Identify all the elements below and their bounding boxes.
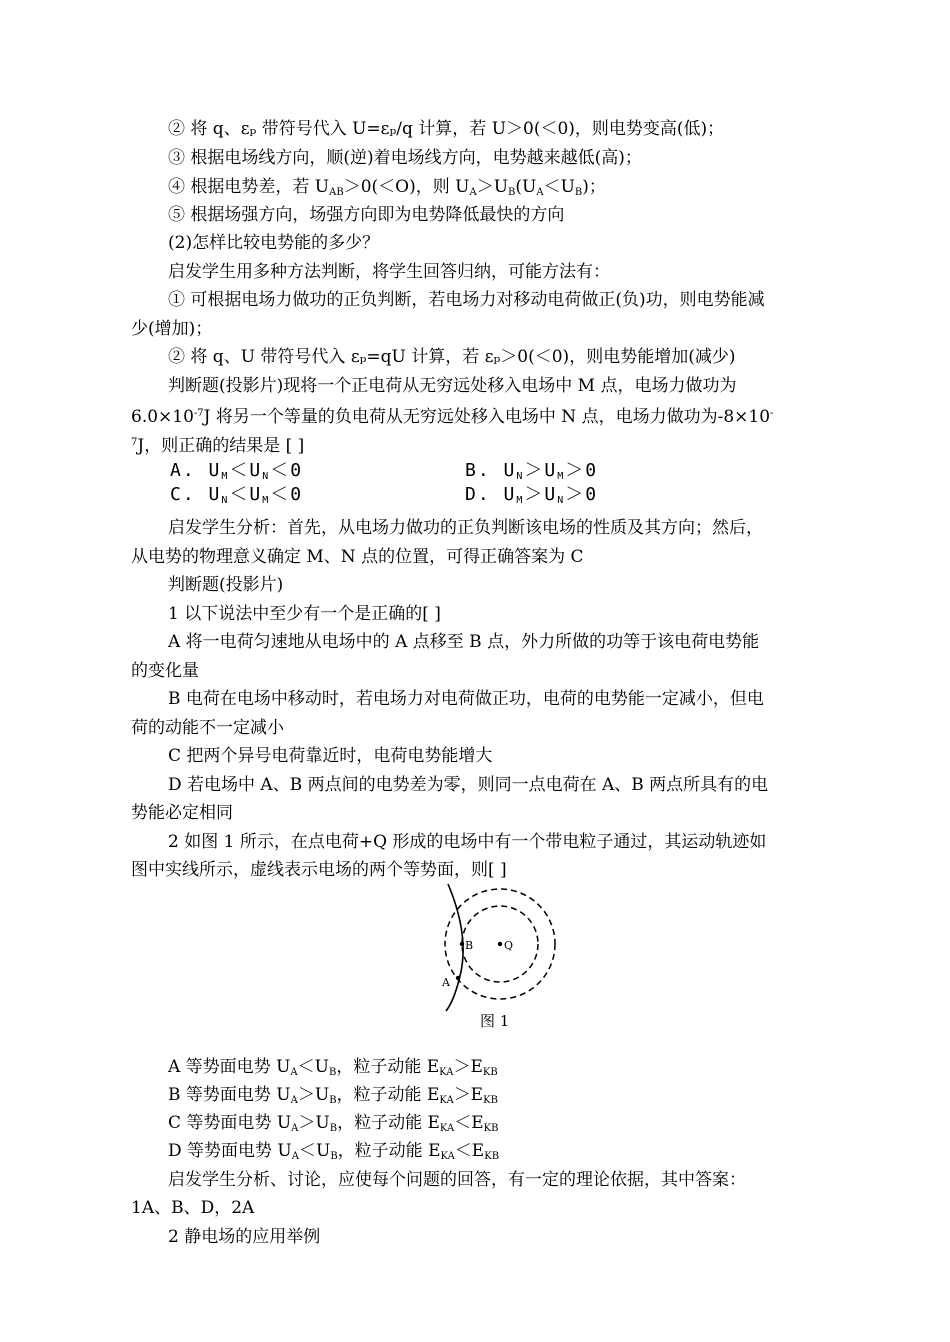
- text-line: 从电势的物理意义确定 M、N 点的位置，可得正确答案为 C: [131, 547, 584, 567]
- option-d: D. $U_M>U_N>0$: [465, 484, 599, 506]
- figure-caption: 图 1: [480, 1012, 510, 1030]
- point-b-dot: [460, 942, 464, 946]
- text-line: 启发学生分析、讨论，应使每个问题的回答，有一定的理论依据，其中答案：: [168, 1170, 746, 1190]
- text-line: A 将一电荷匀速地从电场中的 A 点移至 B 点，外力所做的功等于该电荷电势能: [168, 632, 760, 652]
- section-heading: 2 静电场的应用举例: [168, 1227, 321, 1247]
- option-a: A. $U_M<U_N<0$: [170, 460, 304, 482]
- text-line: 启发学生分析：首先，从电场力做功的正负判断该电场的性质及其方向；然后，: [168, 518, 763, 538]
- text-line: $6.0\times 10^{-7}J$ 将另一个等量的负电荷从无穷远处移入电场中 N 点，电场力做功为-8×10-: [131, 407, 774, 427]
- text-line: (2)怎样比较电势能的多少？: [168, 233, 380, 253]
- text-line: ④ 根据电势差，若 $U_{AB}>0(<O)$，则 $U_A>U_B(U_A<U_B)$；: [168, 177, 606, 198]
- text-line: 荷的动能不一定减小: [131, 718, 284, 738]
- text-line: 1A、B、D，2A: [131, 1198, 255, 1218]
- answer-c: C 等势面电势 $U_A>U_B$，粒子动能 $E_{KA}<E_{KB}$: [168, 1113, 499, 1134]
- text-line: ③ 根据电场线方向，顺(逆)着电场线方向，电势越来越低(高)；: [168, 148, 642, 168]
- charge-q-label: Q: [504, 939, 514, 952]
- text-line: 判断题(投影片)现将一个正电荷从无穷远处移入电场中 M 点，电场力做功为: [168, 376, 737, 396]
- answer-b: B 等势面电势 $U_A>U_B$，粒子动能 $E_{KA}>E_{KB}$: [168, 1085, 498, 1106]
- text-line: 1 以下说法中至少有一个是正确的[ ]: [168, 604, 441, 624]
- answer-d: D 等势面电势 $U_A<U_B$，粒子动能 $E_{KA}<E_{KB}$: [168, 1141, 500, 1162]
- text-line: 2 如图 1 所示，在点电荷+Q 形成的电场中有一个带电粒子通过，其运动轨迹如: [168, 832, 767, 852]
- text-line: 图中实线所示，虚线表示电场的两个等势面，则[ ]: [131, 860, 507, 880]
- text-line: 启发学生用多种方法判断，将学生回答归纳，可能方法有：: [168, 262, 610, 282]
- text-line: ① 可根据电场力做功的正负判断，若电场力对移动电荷做正(负)功，则电势能减: [168, 290, 765, 310]
- point-a-dot: [456, 976, 460, 980]
- point-a-label: A: [442, 976, 450, 989]
- text-line: 势能必定相同: [131, 803, 233, 823]
- text-line: 判断题(投影片): [168, 575, 284, 595]
- text-line: D 若电场中 A、B 两点间的电势差为零，则同一点电荷在 A、B 两点所具有的电: [168, 775, 769, 795]
- answer-a: A 等势面电势 $U_A<U_B$，粒子动能 $E_{KA}>E_{KB}$: [168, 1057, 498, 1078]
- text-line: $^7$J，则正确的结果是 [ ]: [131, 436, 305, 456]
- text-line: C 把两个异号电荷靠近时，电荷电势能增大: [168, 746, 493, 766]
- text-line: B 电荷在电场中移动时，若电场力对电荷做正功，电荷的电势能一定减小，但电: [168, 689, 764, 709]
- point-b-label: B: [465, 939, 474, 952]
- text-line: 少(增加)；: [131, 319, 213, 339]
- text-line: ⑤ 根据场强方向，场强方向即为电势降低最快的方向: [168, 205, 565, 225]
- option-c: C. $U_N<U_M<0$: [170, 484, 304, 506]
- text-line: ② 将 q、εₚ 带符号代入 U=εₚ/q 计算，若 U＞0(＜0)，则电势变高(低)；: [168, 119, 725, 139]
- option-b: B. $U_N>U_M>0$: [465, 460, 599, 482]
- particle-trajectory: [446, 884, 463, 1011]
- charge-q-dot: [498, 942, 502, 946]
- text-line: 的变化量: [131, 661, 199, 681]
- text-line: ② 将 q、U 带符号代入 εₚ=qU 计算，若 εₚ＞0(＜0)，则电势能增加(减少): [168, 347, 736, 367]
